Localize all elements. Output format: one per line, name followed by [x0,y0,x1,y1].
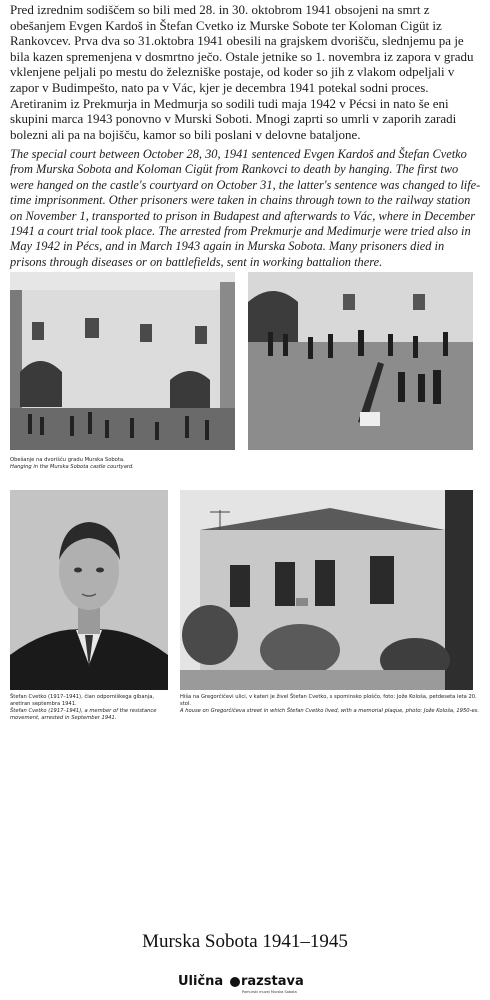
logo-text-left: Ulična [178,974,224,989]
portrait-caption [10,694,170,722]
courtyard-caption-slovene: Obešanje na dvorišču gradu Murska Sobota. [10,457,125,463]
logo-subtitle: Pomurski muzej Murska Sobota [242,990,297,994]
house-photo [180,490,473,690]
courtyard-photo-1 [10,272,235,450]
portrait-caption-english: Štefan Cvetko (1917–1941), a member of the resistance movement, arrested in September 1941. [10,708,157,721]
courtyard-caption [10,457,240,471]
logo-text-right: razstava [241,974,304,989]
house-caption [180,694,480,715]
portrait-caption-slovene: Štefan Cvetko (1917–1941), član odporniškega gibanja, aretiran septembra 1941. [10,694,155,707]
exhibition-logo [178,974,318,998]
english-paragraph: The special court between October 28, 30, 1941 sentenced Evgen Kardoš and Štefan Cvetko from Murska Sobota and Koloman Cigüt from Rankovci to death by hanging. The first two were hanged on the castle's courtyard on October 31, the latter's sentence was changed to life-time imprisonment. Other prisoners were taken in chains through town to the railway station on November 1, transported to prison in Budapest and afterwards to Vác, where in December 1941 a court trial took place. The arrested from Prekmurje and Medimurje were tried also in May 1942 in Pécs, and in March 1943 again in Murska Sobota. Many prisoners died in prisons through diseases or on battlefields, sent in working battalion there. [10,147,481,269]
courtyard-photo-2 [248,272,473,450]
house-caption-english: A house on Gregorčičeva street in which Štefan Cvetko lived, with a memorial plaque, photo: Jože Kološa, 1950-es. [180,708,480,714]
slovene-paragraph: Pred izrednim sodiščem so bili med 28. in 30. oktobrom 1941 obsojeni na smrt z obešanjem Evgen Kardoš in Štefan Cvetko iz Murske Sobote ter Koloman Cigüt iz Rankovcev. Prva dva so 31.oktobra 1941 obesili na grajskem dvorišču, slednjemu pa je bila kazen spremenjena v dosmrtno ječo. Ostale jetnike so 1. novembra iz zapora v gradu vklenjene peljali po mestu do železniške postaje, od koder so jih z vlakom odpeljali v zapor v Budimpešto, nato pa v Vác, kjer je decembra 1941 potekal sodni proces. Aretiranim iz Prekmurja in Medmurja so sodili tudi maja 1942 v Pécsi in nato še eni skupini marca 1943 ponovno v Murski Soboti. Mnogi zaprti so umrli v zaporih zaradi bolezni ali pa na bojišču, kamor so bili poslani v delovne bataljone. [10,2,474,142]
logo-dot-icon [230,977,240,987]
portrait-photo [10,490,168,690]
exhibition-title: Murska Sobota 1941–1945 [142,931,348,952]
house-caption-slovene: Hiša na Gregorčičevi ulici, v kateri je živel Štefan Cvetko, s spominsko ploščo, foto: Jože Kološa, petdeseta leta 20. stol. [180,694,477,707]
courtyard-caption-english: Hanging in the Murska Sobota castle courtyard. [10,464,134,470]
